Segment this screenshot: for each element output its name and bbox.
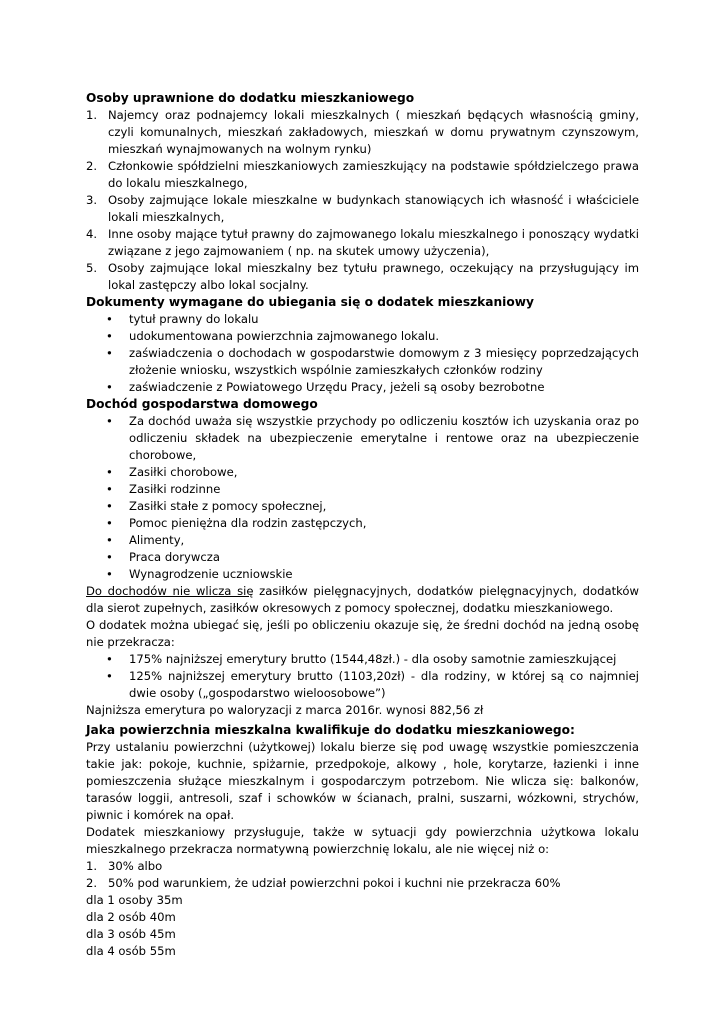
item-text: Zasiłki stałe z pomocy społecznej, bbox=[129, 499, 327, 513]
item-text: 125% najniższej emerytury brutto (1103,20zł) - dla rodziny, w której są co najmniej dwie osoby („gospodarstwo wieloosobowe”) bbox=[129, 669, 639, 700]
item-number: 5. bbox=[86, 261, 98, 275]
bullet-icon: • bbox=[106, 499, 113, 513]
bullet-icon: • bbox=[106, 380, 113, 394]
list-item bbox=[86, 532, 639, 549]
item-text: 175% najniższej emerytury brutto (1544,48zł.) - dla osoby samotnie zamieszkującej bbox=[129, 652, 617, 666]
bullet-icon: • bbox=[106, 567, 113, 581]
list-item bbox=[86, 379, 639, 396]
item-number: 1. bbox=[86, 859, 98, 873]
exclusions-text: zasiłków pielęgnacyjnych, dodatków pielęgnacyjnych, dodatków dla sierot zupełnych, zasiłków okresowych z pomocy społecznej, dodatku mieszkaniowego. bbox=[86, 584, 639, 615]
item-text: tytuł prawny do lokalu bbox=[129, 312, 259, 326]
income-limits-list bbox=[86, 651, 639, 702]
item-text: zaświadczenie z Powiatowego Urzędu Pracy, jeżeli są osoby bezrobotne bbox=[129, 380, 545, 394]
list-item bbox=[86, 311, 639, 328]
item-text: Za dochód uważa się wszystkie przychody po odliczeniu kosztów ich uzyskania oraz po odliczeniu składek na ubezpieczenie emerytalne i rentowe oraz na ubezpieczenie chorobowe, bbox=[129, 414, 639, 462]
item-text: 50% pod warunkiem, że udział powierzchni pokoi i kuchni nie przekracza 60% bbox=[108, 876, 561, 890]
eligible-persons-list bbox=[86, 107, 639, 294]
list-item bbox=[86, 566, 639, 583]
item-number: 1. bbox=[86, 108, 98, 122]
item-text: Pomoc pieniężna dla rodzin zastępczych, bbox=[129, 516, 367, 530]
bullet-icon: • bbox=[106, 346, 113, 360]
norm-line: dla 4 osób 55m bbox=[86, 944, 176, 958]
list-item bbox=[86, 107, 639, 158]
item-text: udokumentowana powierzchnia zajmowanego lokalu. bbox=[129, 329, 440, 343]
exclusions-underlined: Do dochodów nie wlicza się bbox=[86, 584, 254, 598]
heading-household-income: Dochód gospodarstwa domowego bbox=[86, 397, 318, 411]
bullet-icon: • bbox=[106, 550, 113, 564]
bullet-icon: • bbox=[106, 329, 113, 343]
living-area-excess: Dodatek mieszkaniowy przysługuje, także w sytuacji gdy powierzchnia użytkowa lokalu mieszkalnego przekracza normatywną powierzchnię lokalu, ale nie więcej niż o: bbox=[86, 825, 639, 856]
list-item bbox=[86, 345, 639, 379]
bullet-icon: • bbox=[106, 312, 113, 326]
heading-living-area: Jaka powierzchnia mieszkalna kwalifikuje do dodatku mieszkaniowego: bbox=[86, 723, 575, 737]
item-text: Osoby zajmujące lokale mieszkalne w budynkach stanowiących ich własność i właściciele lokali mieszkalnych, bbox=[108, 193, 639, 224]
item-text: Zasiłki chorobowe, bbox=[129, 465, 238, 479]
list-item bbox=[86, 651, 639, 668]
list-item bbox=[86, 858, 639, 875]
income-threshold-intro: O dodatek można ubiegać się, jeśli po obliczeniu okazuje się, że średni dochód na jedną osobę nie przekracza: bbox=[86, 618, 639, 649]
item-text: Zasiłki rodzinne bbox=[129, 482, 221, 496]
list-item bbox=[86, 481, 639, 498]
living-area-definition: Przy ustalaniu powierzchni (użytkowej) lokalu bierze się pod uwagę wszystkie pomieszczenia takie jak: pokoje, kuchnie, spiżarnie, przedpokoje, alkowy , hole, korytarze, łazienki i inne pomieszczenia służące mieszkalnym i gospodarczym potrzebom. Nie wlicza się: balkonów, tarasów loggii, antresoli, szaf i schowków w ścianach, pralni, suszarni, wózkowni, strychów, piwnic i komórek na opał. bbox=[86, 740, 639, 822]
item-text: Najemcy oraz podnajemcy lokali mieszkalnych ( mieszkań będących własnością gminy, czyli komunalnych, mieszkań zakładowych, mieszkań w domu prywatnym czynszowym, mieszkań wynajmowanych na wolnym rynku) bbox=[108, 108, 639, 156]
document-page bbox=[86, 90, 639, 960]
required-documents-list bbox=[86, 311, 639, 396]
list-item bbox=[86, 226, 639, 260]
list-item bbox=[86, 413, 639, 464]
item-text: Inne osoby mające tytuł prawny do zajmowanego lokalu mieszkalnego i ponoszący wydatki związane z jego zajmowaniem ( np. na skutek umowy użyczenia), bbox=[108, 227, 639, 258]
item-number: 3. bbox=[86, 193, 98, 207]
list-item bbox=[86, 875, 639, 892]
bullet-icon: • bbox=[106, 414, 113, 428]
heading-eligible-persons: Osoby uprawnione do dodatku mieszkaniowego bbox=[86, 91, 415, 105]
income-exclusions bbox=[86, 583, 639, 617]
list-item bbox=[86, 498, 639, 515]
list-item bbox=[86, 260, 639, 294]
item-text: zaświadczenia o dochodach w gospodarstwie domowym z 3 miesięcy poprzedzających złożenie wniosku, wszystkich wspólnie zamieszkałych członków rodziny bbox=[129, 346, 639, 377]
list-item bbox=[86, 515, 639, 532]
item-text: Członkowie spółdzielni mieszkaniowych zamieszkujący na podstawie spółdzielczego prawa do lokalu mieszkalnego, bbox=[108, 159, 639, 190]
norm-line: dla 1 osoby 35m bbox=[86, 893, 183, 907]
item-text: Praca dorywcza bbox=[129, 550, 220, 564]
item-text: Wynagrodzenie uczniowskie bbox=[129, 567, 293, 581]
list-item bbox=[86, 158, 639, 192]
bullet-icon: • bbox=[106, 533, 113, 547]
item-text: Osoby zajmujące lokal mieszkalny bez tytułu prawnego, oczekujący na przysługujący im lokal zastępczy albo lokal socjalny. bbox=[108, 261, 639, 292]
item-number: 4. bbox=[86, 227, 98, 241]
norm-line: dla 3 osób 45m bbox=[86, 927, 176, 941]
item-number: 2. bbox=[86, 876, 98, 890]
item-text: Alimenty, bbox=[129, 533, 185, 547]
list-item bbox=[86, 668, 639, 702]
list-item bbox=[86, 328, 639, 345]
item-number: 2. bbox=[86, 159, 98, 173]
list-item bbox=[86, 192, 639, 226]
lowest-pension-note: Najniższa emerytura po waloryzacji z marca 2016r. wynosi 882,56 zł bbox=[86, 703, 484, 717]
bullet-icon: • bbox=[106, 516, 113, 530]
bullet-icon: • bbox=[106, 465, 113, 479]
income-list bbox=[86, 413, 639, 583]
bullet-icon: • bbox=[106, 652, 113, 666]
norm-line: dla 2 osób 40m bbox=[86, 910, 176, 924]
item-text: 30% albo bbox=[108, 859, 163, 873]
list-item bbox=[86, 549, 639, 566]
bullet-icon: • bbox=[106, 669, 113, 683]
list-item bbox=[86, 464, 639, 481]
bullet-icon: • bbox=[106, 482, 113, 496]
heading-required-documents: Dokumenty wymagane do ubiegania się o dodatek mieszkaniowy bbox=[86, 295, 534, 309]
